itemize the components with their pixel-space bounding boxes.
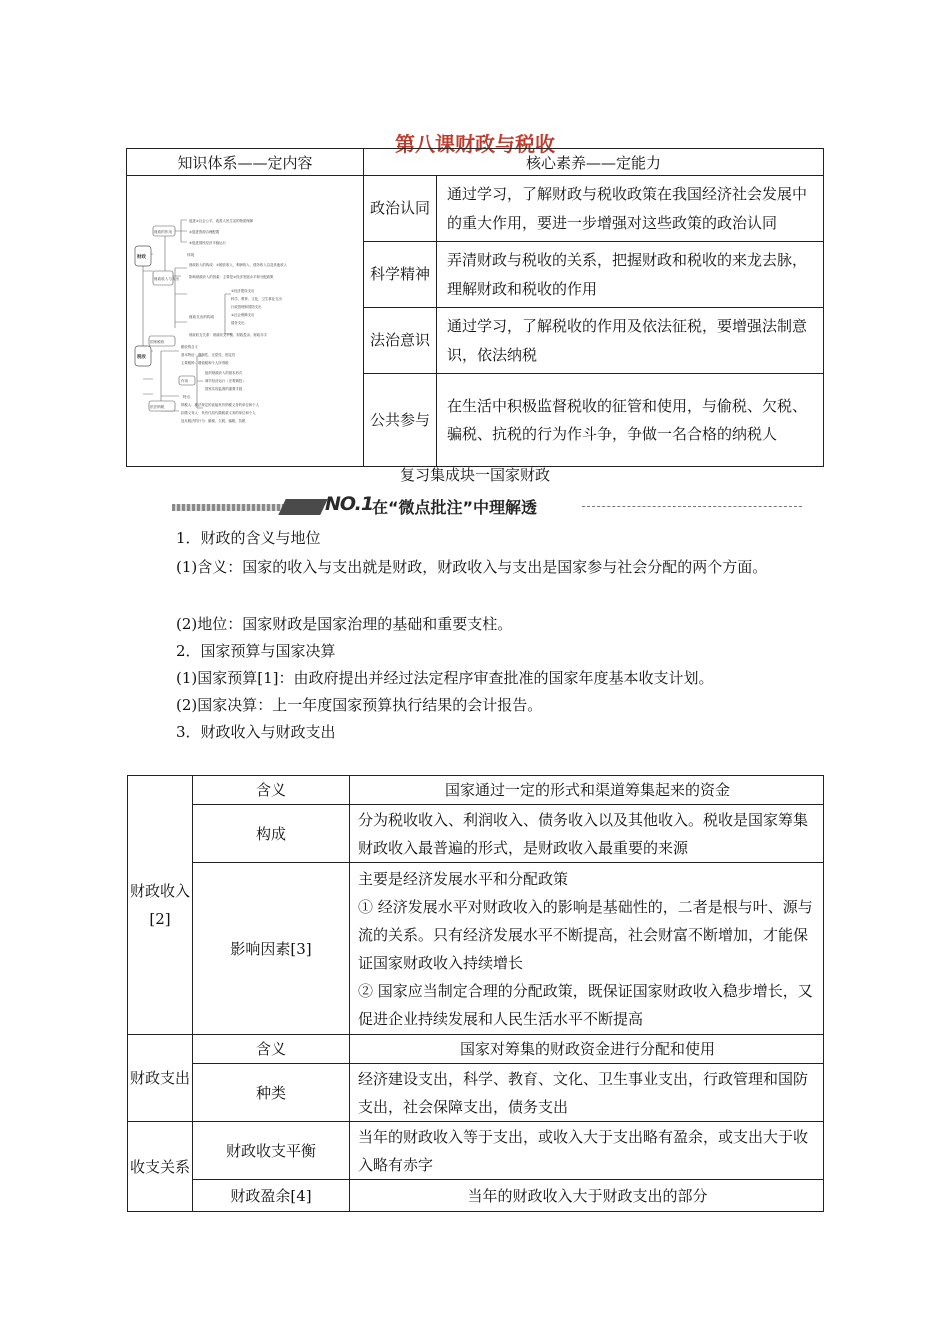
map-line-11: 财政收支关系：财政收支平衡、财政盈余、财政赤字 xyxy=(189,333,267,337)
node-lawful-tax: 依法纳税 xyxy=(150,405,165,409)
map-line-18: 纳税人：税法规定的直接负有纳税义务的单位和个人 xyxy=(181,403,259,407)
page-title: 第八课财政与税收 xyxy=(395,132,555,156)
map-line-15: 组织财政收入的基本形式 xyxy=(205,371,243,375)
para-final-accounts: (2)国家决算：上一年度国家预算执行结果的会计报告。 xyxy=(176,696,543,714)
map-line-3: ③促进国民经济平稳运行 xyxy=(189,241,226,245)
para-budget: (1)国家预算[1]：由政府提出并经过法定程序审查批准的国家年度基本收支计划。 xyxy=(176,669,714,687)
map-line-10: 债务支出 xyxy=(231,321,245,325)
map-line-6: ①经济建设支出 xyxy=(231,289,255,293)
node-tax: 税收 xyxy=(137,355,146,360)
banner-number: NO.1 xyxy=(325,493,374,515)
group-relation: 收支关系 xyxy=(128,1122,193,1212)
map-line-13: 基本特征：强制性、无偿性、固定性 xyxy=(181,353,236,357)
literacy-text-science: 弄清财政与税收的关系，把握财政和税收的来龙去脉，理解财政和税收的作用 xyxy=(437,242,824,308)
node-national-tax: 国家税收 xyxy=(150,340,165,344)
income-composition: 分为税收收入、利润收入、债务收入以及其他收入。税收是国家筹集财政收入最普遍的形式，是财政收入最重要的来源 xyxy=(350,805,824,863)
group-expenditure: 财政支出 xyxy=(128,1035,193,1122)
node-finance-role: 财政的作用 xyxy=(154,230,172,234)
map-line-4: 财政收入的构成：①税收收入、利润收入、债务收入以及其他收入 xyxy=(189,263,287,267)
expenditure-types-label: 种类 xyxy=(193,1064,350,1122)
surplus-label: 财政盈余[4] xyxy=(193,1180,350,1212)
literacy-label-law: 法治意识 xyxy=(364,308,437,374)
header-literacy: 核心素养——定能力 xyxy=(364,149,824,176)
map-line-19: 扣缴义务人：负有代扣代缴税款义务的单位和个人 xyxy=(181,411,256,415)
income-factors-line-2: ① 经济发展水平对财政收入的影响是基础性的，二者是根与叶、源与流的关系。只有经济发展水平不断提高，社会财富不断增加，才能保证国家财政收入持续增长 xyxy=(358,897,813,972)
map-line-9: ②社会保障支出 xyxy=(231,313,255,317)
literacy-text-public: 在生活中积极监督税收的征管和使用，与偷税、欠税、骗税、抗税的行为作斗争，争做一名合格的纳税人 xyxy=(437,374,824,467)
literacy-label-public: 公共参与 xyxy=(364,374,437,467)
node-tax-feature: 特点 xyxy=(183,395,191,399)
expenditure-meaning: 国家对筹集的财政资金进行分配和使用 xyxy=(350,1035,824,1064)
map-line-17: 国家实现监督的重要手段 xyxy=(205,387,243,391)
income-meaning: 国家通过一定的形式和渠道筹集起来的资金 xyxy=(350,776,824,805)
income-composition-label: 构成 xyxy=(193,805,350,863)
map-line-12: 税收的含义 xyxy=(181,345,198,349)
income-factors-label: 影响因素[3] xyxy=(193,863,350,1035)
section-title: 复习集成块一国家财政 xyxy=(399,466,550,484)
map-line-7: 科学、教育、文化、卫生事业支出 xyxy=(231,297,282,301)
para-budget-heading: 2．国家预算与国家决算 xyxy=(176,642,336,660)
para-finance-status: (2)地位：国家财政是国家治理的基础和重要支柱。 xyxy=(176,615,513,633)
map-line-1: 促进①社会公平，改善人民生活的物质保障 xyxy=(189,219,254,223)
literacy-label-political: 政治认同 xyxy=(364,176,437,242)
node-tax-role: 作用 xyxy=(181,379,189,383)
balance: 当年的财政收入等于支出，或收入大于支出略有盈余，或支出大于收入略有赤字 xyxy=(350,1122,824,1180)
banner-dotted-line xyxy=(582,506,802,507)
group-income: 财政收入[2] xyxy=(128,776,193,1035)
header-knowledge: 知识体系——定内容 xyxy=(127,149,364,176)
map-line-14: 主要税种：增值税和个人所得税 xyxy=(181,361,229,365)
income-meaning-label: 含义 xyxy=(193,776,350,805)
literacy-text-law: 通过学习，了解税收的作用及依法征税，要增强法制意识，依法纳税 xyxy=(437,308,824,374)
banner-text: 在“微点批注”中理解透 xyxy=(372,498,538,517)
balance-label: 财政收支平衡 xyxy=(193,1122,350,1180)
node-finance: 财政 xyxy=(137,255,146,260)
expenditure-types: 经济建设支出，科学、教育、文化、卫生事业支出，行政管理和国防支出，社会保障支出，债务支出 xyxy=(350,1064,824,1122)
income-factors-line-1: 主要是经济发展水平和分配政策 xyxy=(358,869,569,888)
surplus: 当年的财政收入大于财政支出的部分 xyxy=(350,1180,824,1212)
map-line-5: 影响财政收入的因素：主要是②经济发展水平和分配政策 xyxy=(189,275,274,279)
income-factors xyxy=(350,863,824,1035)
map-line-16: 调节经济运行（宏观调控） xyxy=(205,379,246,383)
expenditure-meaning-label: 含义 xyxy=(193,1035,350,1064)
para-finance-meaning: (1)含义：国家的收入与支出就是财政，财政收入与支出是国家参与社会分配的两个方面。 xyxy=(176,558,768,576)
map-line-20: 违反税法的行为：偷税、欠税、骗税、抗税 xyxy=(181,419,246,423)
map-line-2: ②促进资源合理配置 xyxy=(189,230,220,234)
finance-table xyxy=(127,775,824,1212)
banner-slant xyxy=(278,499,327,515)
overview-table xyxy=(126,148,824,467)
para-finance-heading: 1．财政的含义与地位 xyxy=(176,529,321,547)
mind-map-diagram xyxy=(127,176,363,462)
knowledge-mind-map xyxy=(127,176,364,467)
node-income-expense: 财政收入与支出 xyxy=(154,277,180,281)
node-embody: 体现 xyxy=(187,253,195,257)
income-factors-line-3: ② 国家应当制定合理的分配政策，既保证国家财政收入稳步增长，又促进企业持续发展和人民生活水平不断提高 xyxy=(358,981,813,1028)
literacy-label-science: 科学精神 xyxy=(364,242,437,308)
literacy-text-political: 通过学习，了解财政与税收政策在我国经济社会发展中的重大作用，要进一步增强对这些政策的政治认同 xyxy=(437,176,824,242)
map-line-8: 行政管理和国防支出 xyxy=(231,305,262,309)
para-income-expense-heading: 3．财政收入与财政支出 xyxy=(176,723,336,741)
node-expense-structure: 财政支出的构成 xyxy=(189,315,215,319)
section-banner xyxy=(172,493,802,519)
